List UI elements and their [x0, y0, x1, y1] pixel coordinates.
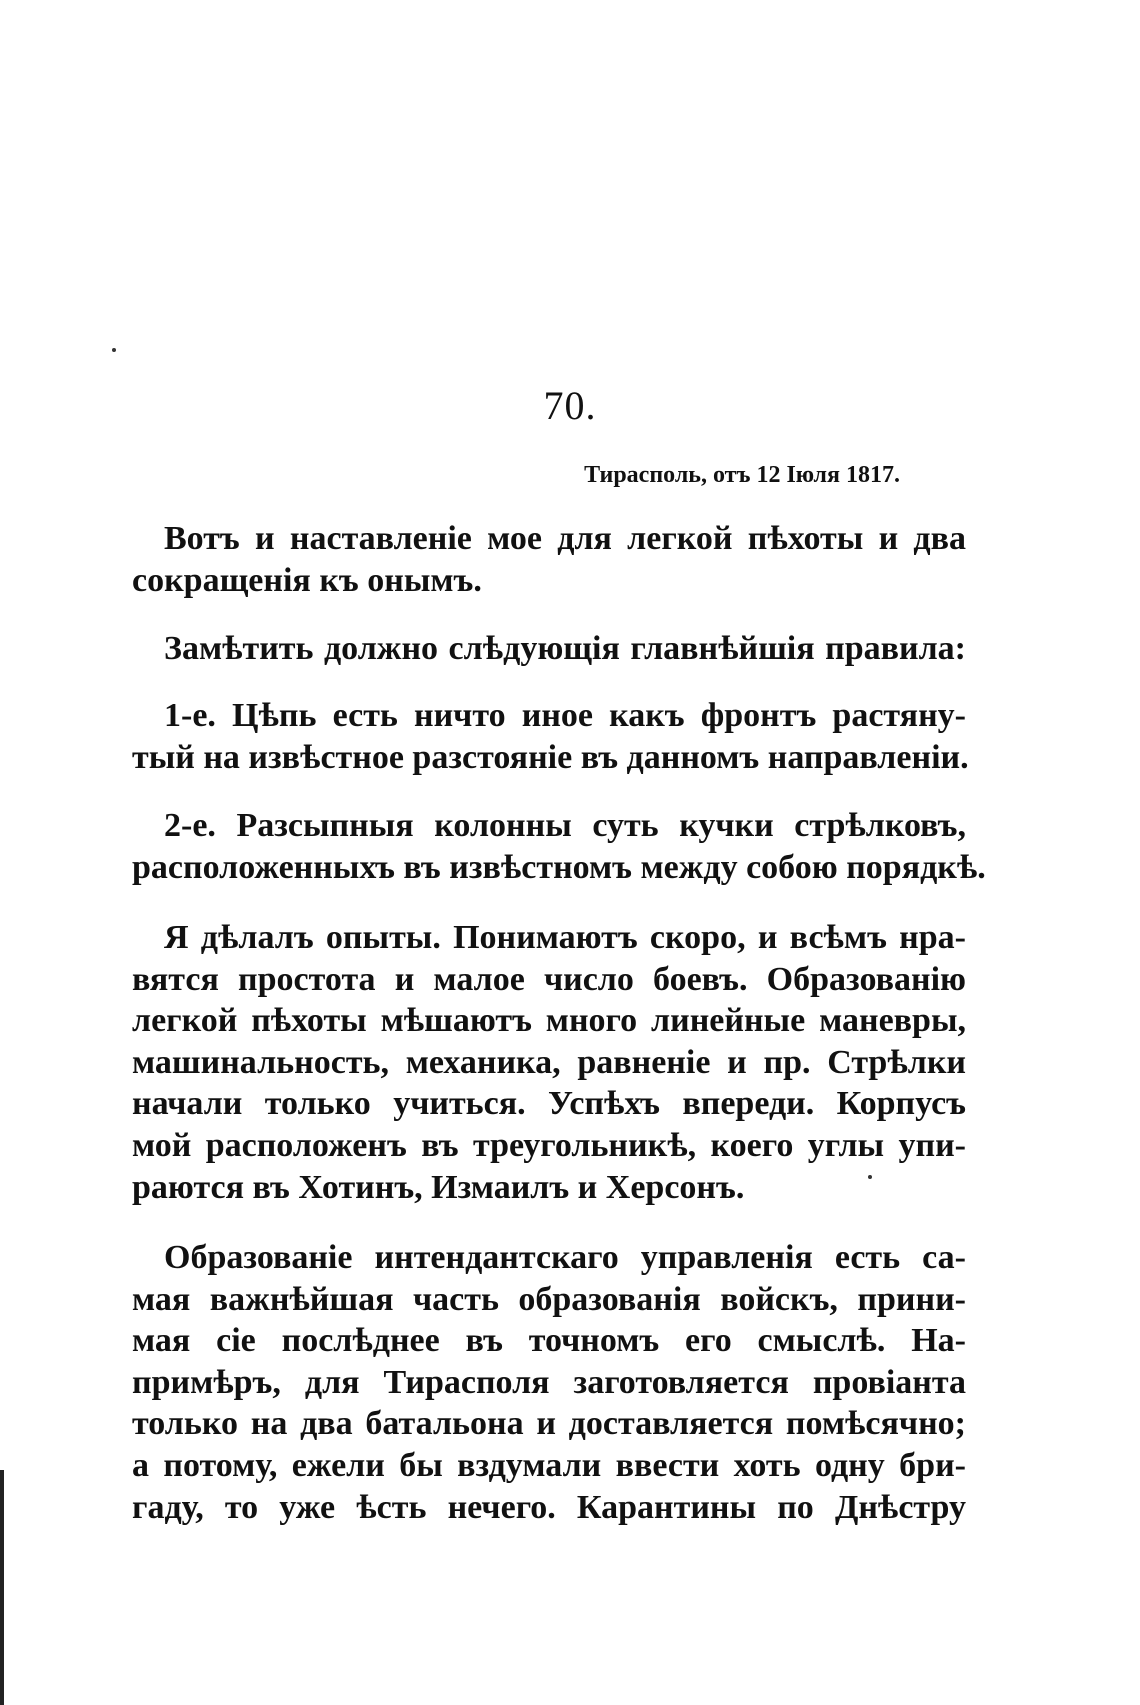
text-line: расположенныхъ въ извѣстномъ между собою порядкѣ. [132, 848, 986, 886]
text-line: машинальность, механика, равненіе и пр. Стрѣлки [132, 1043, 966, 1081]
text-line: только на два батальона и доставляется помѣсячно; [132, 1405, 966, 1443]
paragraph-5 [132, 917, 966, 1208]
text-line: Образованіе интендантскаго управленія есть са- [164, 1239, 966, 1276]
text-line: 1-е. Цѣпь есть ничто иное какъ фронтъ растяну- [164, 697, 966, 734]
text-line: а потому, ежели бы вздумали ввести хоть одну бри- [132, 1446, 966, 1484]
text-line: тый на извѣстное разстояніе въ данномъ направленіи. [132, 738, 969, 776]
text-line: примѣръ, для Тирасполя заготовляется провіанта [132, 1363, 966, 1401]
text-line: легкой пѣхоты мѣшаютъ много линейные маневры, [132, 1002, 966, 1040]
text-line: вятся простота и малое число боевъ. Образованію [132, 960, 966, 998]
text-line: мая важнѣйшая часть образованія войскъ, прини- [132, 1280, 966, 1318]
text-line: 2-е. Разсыпныя колонны суть кучки стрѣлковъ, [164, 807, 966, 844]
scan-edge-shadow [0, 1470, 4, 1705]
paragraph-3 [132, 695, 969, 778]
text-line: мой расположенъ въ треугольникѣ, коего углы упи- [132, 1126, 966, 1164]
text-line: начали только учиться. Успѣхъ впереди. Корпусъ [132, 1085, 966, 1123]
text-line: Я дѣлалъ опыты. Понимаютъ скоро, и всѣмъ нра- [164, 919, 966, 956]
dateline: Тирасполь, отъ 12 Іюля 1817. [584, 462, 900, 488]
text-line: мая сіе послѣднее въ точномъ его смыслѣ. На- [132, 1322, 966, 1360]
paragraph-6 [132, 1237, 966, 1528]
text-line: раются въ Хотинъ, Измаилъ и Херсонъ. [132, 1168, 745, 1206]
text-line: гаду, то уже ѣсть нечего. Карантины по Днѣстру [132, 1488, 966, 1526]
paragraph-1 [132, 518, 966, 601]
text-line: Замѣтить должно слѣдующія главнѣйшія правила: [164, 630, 966, 667]
paragraph-4 [132, 805, 986, 888]
ink-speck [112, 348, 116, 352]
text-line: Вотъ и наставленіе мое для легкой пѣхоты и два [164, 520, 966, 557]
text-line: сокращенія къ онымъ. [132, 561, 482, 599]
paragraph-2 [132, 628, 966, 670]
letter-number: 70. [543, 383, 597, 428]
